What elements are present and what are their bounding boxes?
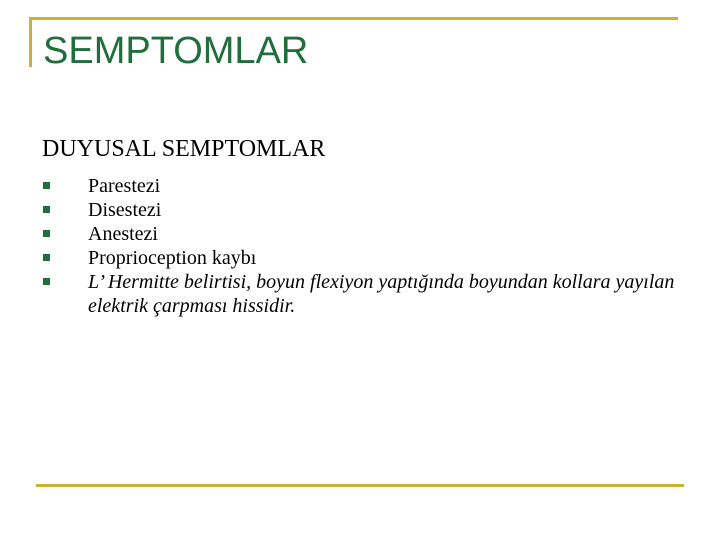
slide-content [42,134,682,318]
list-item-text: Anestezi [88,223,158,245]
square-bullet-icon [43,278,50,285]
list-item [42,270,682,318]
list-item [42,222,682,246]
frame-top-line [29,17,678,20]
frame-bottom-line [36,484,684,487]
bullet-list [42,174,682,318]
slide-title: SEMPTOMLAR [43,30,309,72]
square-bullet-icon [43,206,50,213]
square-bullet-icon [43,254,50,261]
list-item-text: Disestezi [88,199,162,221]
frame-left-line [29,17,32,67]
list-item [42,174,682,198]
list-item-text: Proprioception kaybı [88,247,257,269]
list-item-text: L’ Hermitte belirtisi, boyun flexiyon yaptığında boyundan kollara yayılan elektrik çarpması hissidir. [88,271,675,317]
square-bullet-icon [43,182,50,189]
section-heading: DUYUSAL SEMPTOMLAR [42,136,326,162]
list-item [42,246,682,270]
list-item [42,198,682,222]
square-bullet-icon [43,230,50,237]
list-item-text: Parestezi [88,175,161,197]
